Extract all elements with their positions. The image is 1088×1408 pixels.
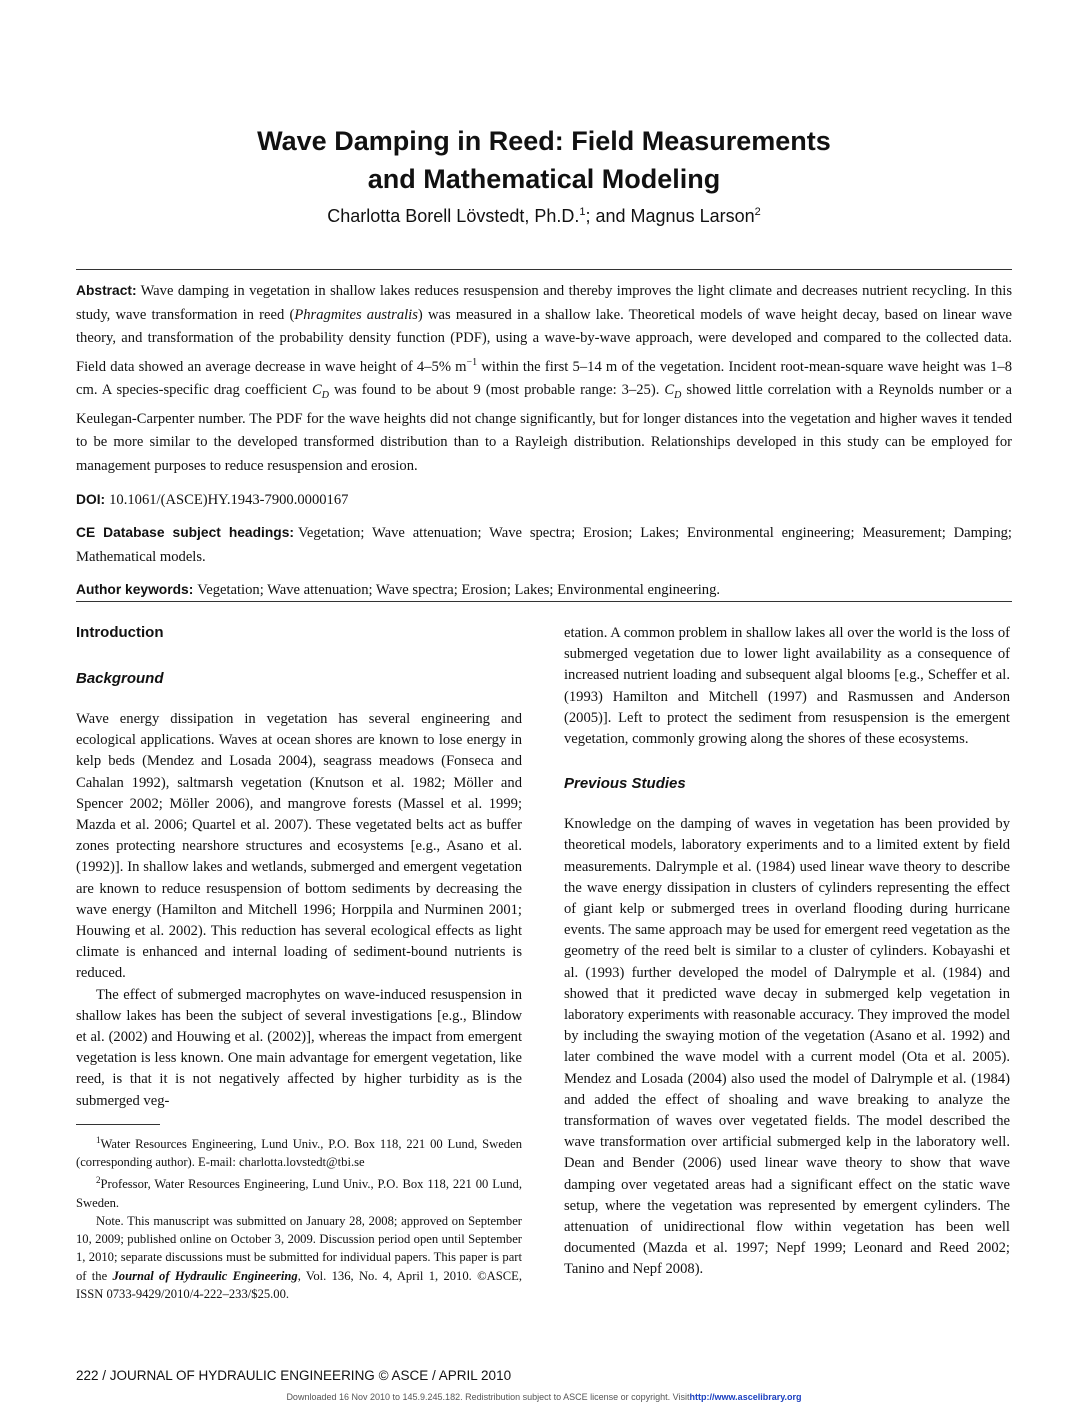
title-line-2: and Mathematical Modeling <box>367 164 721 194</box>
keywords-value: Vegetation; Wave attenuation; Wave spectra; Erosion; Lakes; Environmental engineering. <box>197 582 721 599</box>
previous-studies-paragraph: Knowledge on the damping of waves in vegetation has been provided by theoretical models, laboratory experiments and to a limited extent by field measurements. Dalrymple et al. (1984) used linear wave theory to describe the wave energy dissipation in clusters of cylinders representing the effect of giant kelp or submerged trees in overland flooding during hurricane events. The same approach may be used for emergent reed vegetation as the geometry of the reed belt is similar to a cluster of cylinders. Kobayashi et al. (1993) further developed the model of Dalrymple et al. (1984) and showed that it predicted wave decay in submerged kelp vegetation in laboratory experiments with reasonable accuracy. They improved the model by including the swaying motion of the vegetation (Asano et al. 1992) and later combined the wave model with a current model (Ota et al. 2005). Mendez and Losada (2004) also used the model of Dalrymple et al. (1984) and added the effect of shoaling and wave breaking to analyze the transformation of waves over vegetated fields. The model described the wave transformation over artificial submerged kelp in the laboratory well. Dean and Bender (2006) used linear wave theory to show that wave damping over vegetated areas had a significant effect on the static wave setup, where the vegetation was represented by emergent cylinders. The attenuation of unidirectional flow within vegetation has been well documented (Mazda et al. 1997; Nepf 1999; Leonard and Reed 2002; Tanino and Nepf 2008). <box>564 816 1010 1278</box>
doi-line <box>76 488 1012 513</box>
download-notice-text: Downloaded 16 Nov 2010 to 145.9.245.182. Redistribution subject to ASCE license or copyright. Visit <box>286 1392 690 1402</box>
author-separator: ; and Magnus Larson <box>585 206 755 226</box>
footnote-rule <box>76 1124 160 1125</box>
drag-coefficient-subscript-2: D <box>674 390 682 402</box>
journal-name: Journal of Hydraulic Engineering <box>112 1268 298 1283</box>
footnote-1-mark: 1 <box>96 1134 101 1145</box>
ce-headings-line <box>76 521 1012 569</box>
doi-value[interactable]: 10.1061/(ASCE)HY.1943-7900.0000167 <box>109 491 349 508</box>
left-column <box>76 623 522 1303</box>
title-line-1: Wave Damping in Reed: Field Measurements <box>257 126 831 156</box>
heading-previous-studies: Previous Studies <box>564 775 686 793</box>
title-block <box>0 122 1088 227</box>
unit-exponent: −1 <box>466 356 478 368</box>
footnotes <box>76 1131 522 1303</box>
doi-label: DOI: <box>76 491 106 507</box>
abstract-label: Abstract: <box>76 283 137 298</box>
abstract-text-1: Wave damping in vegetation in shallow lakes reduces resuspension and thereby improves the light climate and decreases nutrient recycling. In this study, wave transformation in reed ( <box>76 283 1012 323</box>
drag-coefficient-symbol-2: C <box>664 382 675 399</box>
keywords-label: Author keywords: <box>76 582 194 598</box>
paper-title <box>0 122 1088 198</box>
abstract-text-2: ) was measured in a shallow lake. Theoretical models of wave height decay, based on linear wave theory, and transformation of the probability density function (PDF), using a wave-by-wave approach, were developed and compared to the collected data. Field data showed an average decrease in wave height of 4–5% m <box>76 306 1012 375</box>
footnote-1 <box>76 1131 522 1172</box>
footnote-1-text: Water Resources Engineering, Lund Univ., P.O. Box 118, 221 00 Lund, Sweden (corresponding author). E-mail: charlotta.lovstedt@tbi.se <box>76 1137 522 1170</box>
abstract-text-3: within the first 5–14 m of the vegetation. Incident root-mean-square wave height was 1–8 cm. A species-specific drag coefficient <box>76 358 1012 399</box>
heading-introduction: Introduction <box>76 624 164 641</box>
right-column <box>564 623 1010 1281</box>
author-line <box>0 206 1088 227</box>
abstract-paragraph <box>76 279 1012 479</box>
background-paragraph-continued: etation. A common problem in shallow lakes all over the world is the loss of submerged vegetation due to lower light availability as a consequence of increased nutrient loading and subsequent algal blooms [e.g., Scheffer et al. (1993) Hamilton and Mitchell (1997) and Rasmussen and Anderson (2005)]. Left to protect the sediment from resuspension is the emergent vegetation, commonly growing along the shores of these ecosystems. <box>564 625 1010 748</box>
footnote-2-text: Professor, Water Resources Engineering, Lund Univ., P.O. Box 118, 221 00 Lund, Sweden. <box>76 1177 522 1210</box>
abstract-text-4: was found to be about 9 (most probable range: 3–25). <box>328 382 665 399</box>
drag-coefficient-symbol: C <box>312 382 322 399</box>
abstract-top-rule <box>76 269 1012 270</box>
abstract-bottom-rule <box>76 601 1012 602</box>
abstract-block <box>76 279 1012 612</box>
keywords-line <box>76 578 1012 603</box>
footnote-2 <box>76 1171 522 1212</box>
author-1: Charlotta Borell Lövstedt, Ph.D. <box>327 206 580 226</box>
author-2-affiliation-mark: 2 <box>754 206 761 218</box>
species-name: Phragmites australis <box>294 306 418 323</box>
running-footer: 222 / JOURNAL OF HYDRAULIC ENGINEERING © ASCE / APRIL 2010 <box>76 1368 512 1383</box>
manuscript-note <box>76 1212 522 1303</box>
abstract-text-5: showed little correlation with a Reynolds number or a Keulegan-Carpenter number. The PDF for the wave heights did not change significantly, but for longer distances into the vegetation and higher waves it tended to be more similar to the developed transformed distribution than to a Rayleigh distribution. Relationships developed in this study can be employed for management purposes to reduce resuspension and erosion. <box>76 382 1012 474</box>
ce-headings-label: CE Database subject headings: <box>76 525 294 541</box>
ascelibrary-link[interactable]: http://www.ascelibrary.org <box>689 1392 802 1402</box>
author-1-affiliation-mark: 1 <box>579 206 586 218</box>
note-text-1: Note. This manuscript was submitted on January 28, 2008; approved on September 10, 2009; published online on October 3, 2009. Discussion period open until September 1, 2010; separate discussions must be submitted for individual papers. This paper is part of the <box>76 1214 522 1283</box>
download-notice <box>0 1392 1088 1402</box>
ce-headings-value: Vegetation; Wave attenuation; Wave spectra; Erosion; Lakes; Environmental engineering; Measurement; Damping; Mathematical models. <box>76 525 1012 565</box>
heading-background: Background <box>76 670 164 687</box>
background-paragraph-1: Wave energy dissipation in vegetation has several engineering and ecological applications. Waves at ocean shores are known to lose energy in kelp beds (Mendez and Losada 2004), seagrass meadows (Fonseca and Cahalan 1992), saltmarsh vegetation (Knutson et al. 1982; Möller and Spencer 2002; Möller 2006), and mangrove forests (Massel et al. 1999; Mazda et al. 2006; Quartel et al. 2007). These vegetated belts act as buffer zones protecting nearshore structures and ecosystems [e.g., Asano et al. (1992)]. In shallow lakes and wetlands, submerged and emergent vegetation are known to reduce resuspension of bottom sediments by decreasing the wave energy (Hamilton and Mitchell 1996; Horppila and Nurminen 2001; Houwing et al. 2002). This reduction has several ecological effects as light climate is enhanced and internal loading of sediment-bound nutrients is reduced. <box>76 711 522 982</box>
background-paragraph-2: The effect of submerged macrophytes on wave-induced resuspension in shallow lakes has been the subject of several investigations [e.g., Blindow et al. (2002) and Houwing et al. (2002)], whereas the impact from emergent vegetation is less known. One main advantage for emergent vegetation, like reed, is that it is not negatively affected by higher turbidity as is the submerged veg- <box>76 986 522 1109</box>
footnote-2-mark: 2 <box>96 1175 101 1186</box>
drag-coefficient-subscript: D <box>321 390 329 402</box>
note-text-2: , Vol. 136, No. 4, April 1, 2010. ©ASCE, ISSN 0733-9429/2010/4-222–233/$25.00. <box>76 1268 522 1301</box>
